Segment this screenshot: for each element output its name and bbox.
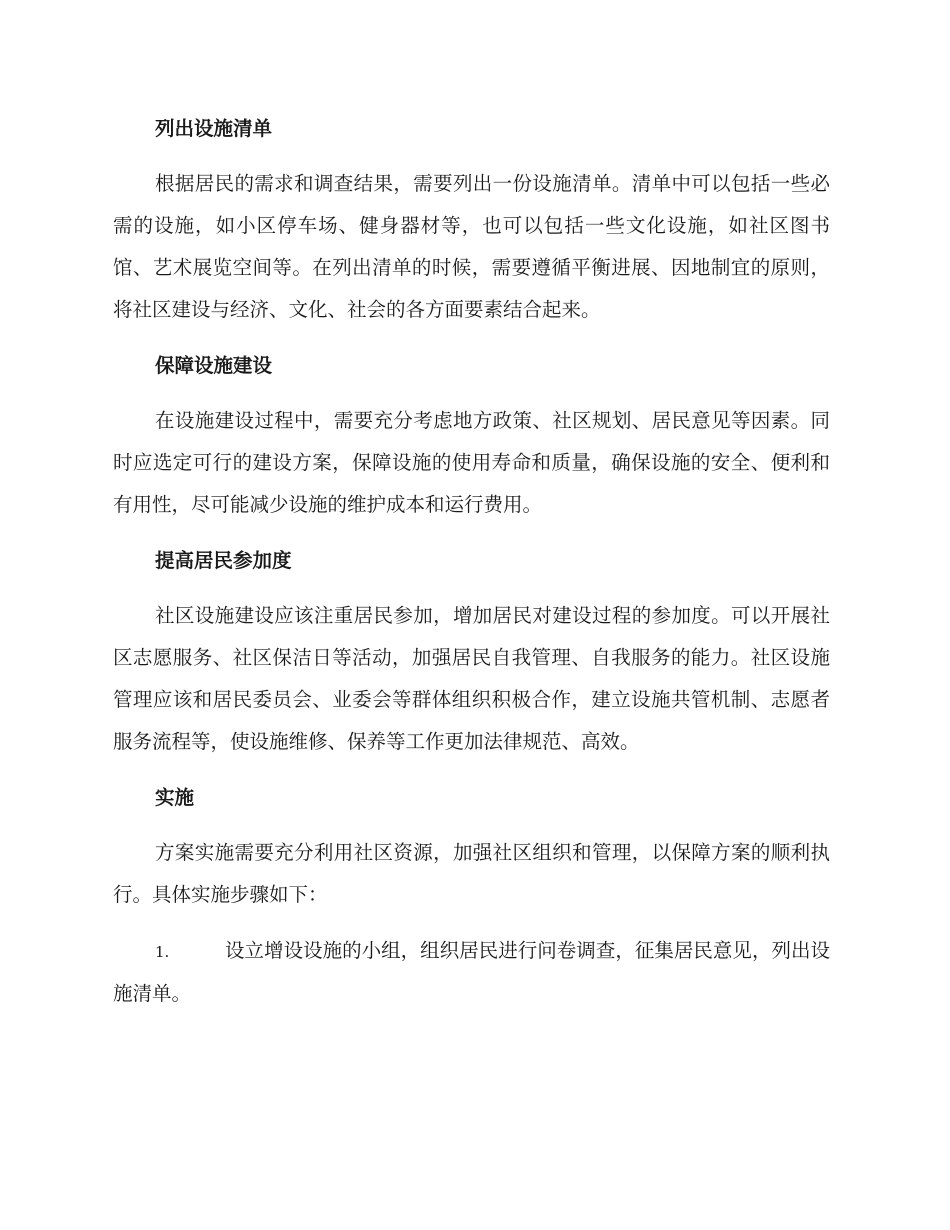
section-heading-implementation: 实施 [155, 786, 195, 809]
section-heading-construction: 保障设施建设 [155, 354, 273, 377]
section-heading-participation: 提高居民参加度 [155, 549, 292, 572]
section-paragraph-facility-list: 根据居民的需求和调查结果，需要列出一份设施清单。清单中可以包括一些必需的设施，如小区停车场、健身器材等，也可以包括一些文化设施，如社区图书馆、艺术展览空间等。在列出清单的时候，需要遵循平衡进展、因地制宜的原则，将社区建设与经济、文化、社会的各方面要素结合起来。 [113, 172, 830, 321]
section-heading-facility-list: 列出设施清单 [155, 117, 273, 140]
document-page [113, 108, 830, 1015]
section-paragraph-construction: 在设施建设过程中，需要充分考虑地方政策、社区规划、居民意见等因素。同时应选定可行的建设方案，保障设施的使用寿命和质量，确保设施的安全、便利和有用性，尽可能减少设施的维护成本和运行费用。 [113, 409, 830, 516]
list-item-text: 设立增设设施的小组，组织居民进行问卷调查，征集居民意见，列出设施清单。 [113, 939, 830, 1005]
section-paragraph-participation: 社区设施建设应该注重居民参加，增加居民对建设过程的参加度。可以开展社区志愿服务、社区保洁日等活动，加强居民自我管理、自我服务的能力。社区设施管理应该和居民委员会、业委会等群体组织积极合作，建立设施共管机制、志愿者服务流程等，使设施维修、保养等工作更加法律规范、高效。 [113, 604, 830, 753]
list-item-number: 1. [155, 943, 170, 961]
section-paragraph-implementation: 方案实施需要充分利用社区资源，加强社区组织和管理，以保障方案的顺利执行。具体实施步骤如下： [113, 841, 830, 906]
list-item [113, 930, 830, 1015]
